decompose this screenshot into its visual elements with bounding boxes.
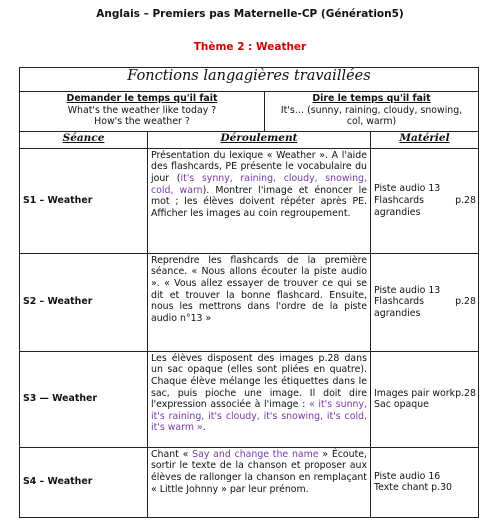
column-header-seance: Séance <box>20 131 148 148</box>
lesson-table <box>19 67 479 518</box>
tell-weather-heading: Dire le temps qu'il fait <box>312 93 431 104</box>
column-header-materiel: Matériel <box>371 131 479 148</box>
ask-weather-heading: Demander le temps qu'il fait <box>66 93 218 104</box>
deroulement-cell: Reprendre les flashcards de la première séance. « Nous allons écouter la piste audio ». « Vous allez essayer de trouver ce qui se dit et trouver la bonne flashcard. Ensuite, nous les mettrons dans l'ordre de la piste audio n°13 » <box>148 253 371 351</box>
table-row <box>20 351 479 447</box>
table-row <box>20 447 479 517</box>
materiel-cell: Piste audio 13 Flashcards p.28 agrandies <box>371 253 479 351</box>
theme-title: Thème 2 : Weather <box>193 41 307 53</box>
deroulement-cell: Chant « Say and change the name » Écoute, sortir le texte de la chanson et proposer aux élèves de rallonger la chanson en remplaçant « Little Johnny » par leur prénom. <box>148 447 371 517</box>
deroulement-cell: Présentation du lexique « Weather ». A l'aide des flashcards, PE présente le vocabulaire du jour (it's synny, raining, cloudy, snowing, cold, warn). Montrer l'image et énoncer le mot ; les élèves doivent répéter après PE. Afficher les images au coin regroupement. <box>148 148 371 253</box>
table-title-cell <box>20 68 479 92</box>
document-title: Anglais – Premiers pas Maternelle-CP (Génération5) <box>96 8 404 20</box>
table-row <box>20 253 479 351</box>
tell-weather-line: It's… (sunny, raining, cloudy, snowing, <box>280 104 463 116</box>
materiel-cell: Images pair work p.28 Sac opaque <box>371 351 479 447</box>
tell-weather-line: col, warm) <box>346 116 397 128</box>
materiel-cell: Piste audio 13 Flashcards p.28 agrandies <box>371 148 479 253</box>
seance-cell: S4 – Weather <box>20 447 148 517</box>
deroulement-cell: Les élèves disposent des images p.28 dans un sac opaque (elles sont pliées en quatre). Chaque élève mélange les étiquettes dans le sac, puis pioche une image. Il doit dire l'expression associée à l'image : « it's sunny, it's raining, it's cloudy, it's snowing, it's cold, it's warm ». <box>148 351 371 447</box>
tell-weather-cell <box>265 92 478 131</box>
ask-weather-line: How's the weather ? <box>94 116 190 128</box>
table-row <box>20 148 479 253</box>
materiel-cell: Piste audio 16 Texte chant p.30 <box>371 447 479 517</box>
ask-weather-line: What's the weather like today ? <box>67 104 217 116</box>
table-title: Fonctions langagières travaillées <box>127 68 371 84</box>
seance-cell: S2 – Weather <box>20 253 148 351</box>
column-header-deroulement: Déroulement <box>148 131 371 148</box>
seance-cell: S1 – Weather <box>20 148 148 253</box>
ask-weather-cell <box>20 92 265 131</box>
seance-cell: S3 — Weather <box>20 351 148 447</box>
